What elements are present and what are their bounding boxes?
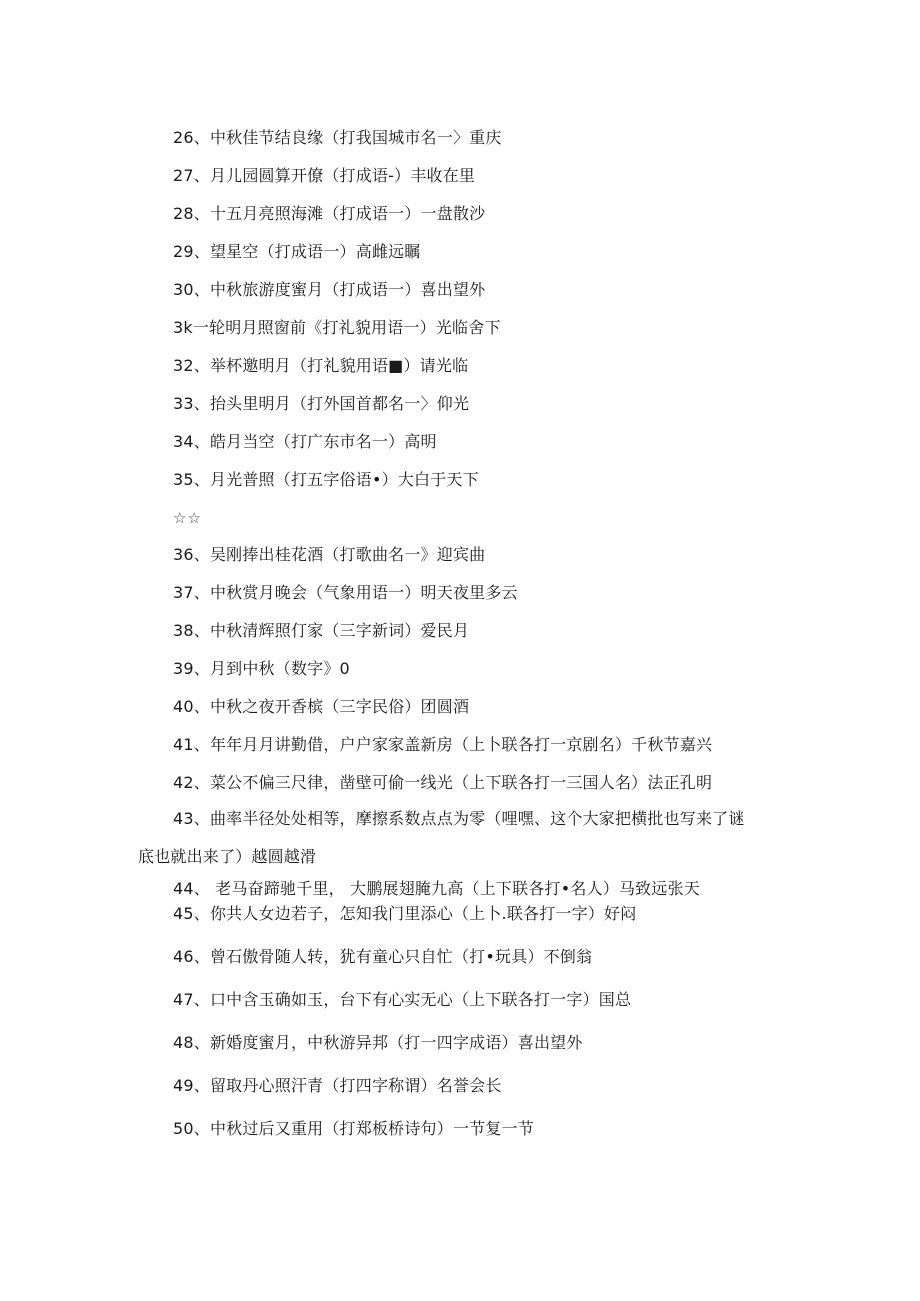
riddle-item-26: 26、中秋佳节结良缘（打我国城市名一〉重庆 [173,128,502,147]
riddle-item-28: 28、十五月亮照海滩（打成语一）一盘散沙 [173,204,486,223]
riddle-item-44: 44、 老马奋蹄驰千里， 大鹏展翅腌九高（上下联各打•名人）马致远张天 [173,879,700,898]
riddle-item-31: 3k一轮明月照窗前《打礼貌用语一）光临舍下 [173,318,501,337]
riddle-item-39: 39、月到中秋（数字》0 [173,659,350,678]
riddle-item-49: 49、留取丹心照汗青（打四字称谓）名誉会长 [173,1076,502,1095]
riddle-item-32: 32、举杯邀明月（打礼貌用语■）请光临 [173,356,469,375]
riddle-item-36: 36、吴刚捧出桂花酒（打歌曲名一》迎宾曲 [173,545,486,564]
riddle-item-45: 45、你共人女边若子，怎知我门里添心（上卜.联各打一字）好闷 [173,904,637,923]
riddle-item-43-continued: 底也就出来了）越圆越滑 [138,847,317,866]
riddle-item-50: 50、中秋过后又重用（打郑板桥诗句）一节复一节 [173,1119,534,1138]
riddle-item-29: 29、望星空（打成语一）高雌远瞩 [173,242,421,261]
riddle-item-34: 34、皓月当空（打广东市名一）高明 [173,432,437,451]
riddle-item-47: 47、口中含玉确如玉，台下有心实无心（上下联各打一字）国总 [173,990,632,1009]
riddle-item-43: 43、曲率半径处处相等，摩擦系数点点为零（哩嘿、这个大家把横批也写来了谜 [173,809,745,828]
section-divider-stars: ☆☆ [173,509,202,527]
riddle-item-33: 33、抬头里明月（打外国首都名一〉仰光 [173,394,470,413]
riddle-item-41: 41、年年月月讲勤借，户户家家盖新房（上卜联各打一京剧名）千秋节嘉兴 [173,735,713,754]
riddle-item-30: 30、中秋旅游度蜜月（打成语一）喜出望外 [173,280,486,299]
riddle-item-38: 38、中秋清辉照仃家（三字新词）爱民月 [173,621,470,640]
riddle-item-48: 48、新婚度蜜月，中秋游异邦（打一四字成语）喜出望外 [173,1033,583,1052]
riddle-item-42: 42、菜公不偏三尺律，凿壁可偷一线光（上下联各打一三国人名）法正孔明 [173,773,713,792]
riddle-item-27: 27、月儿园圆算开僚（打成语-）丰收在里 [173,166,476,185]
riddle-item-37: 37、中秋赏月晚会（气象用语一）明天夜里多云 [173,583,518,602]
riddle-item-40: 40、中秋之夜开香槟（三字民俗）团圆酒 [173,697,470,716]
riddle-item-35: 35、月光普照（打五字俗语•）大白于天下 [173,470,479,489]
riddle-item-46: 46、曾石傲骨随人转，犹有童心只自忙（打•玩具）不倒翁 [173,947,593,966]
